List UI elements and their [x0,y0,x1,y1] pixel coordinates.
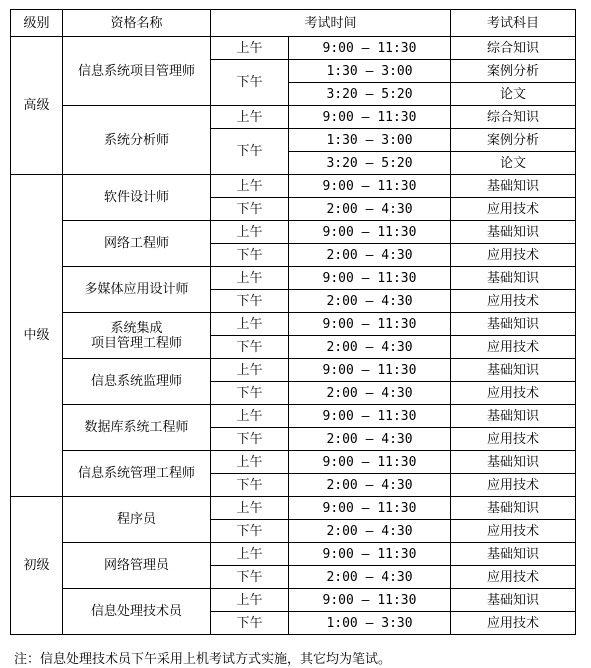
time-cell: 9:00 — 11:30 [289,497,451,520]
subject-cell: 论文 [451,83,576,106]
qualification-name-cell: 网络工程师 [63,221,211,267]
session-cell: 下午 [211,382,289,405]
subject-cell: 论文 [451,152,576,175]
session-cell: 上午 [211,313,289,336]
subject-cell: 基础知识 [451,589,576,612]
session-cell: 上午 [211,37,289,60]
session-cell: 下午 [211,60,289,106]
time-cell: 1:00 — 3:30 [289,612,451,635]
qualification-name-cell: 系统集成 项目管理工程师 [63,313,211,359]
time-cell: 9:00 — 11:30 [289,221,451,244]
qualification-name-cell: 网络管理员 [63,543,211,589]
time-cell: 2:00 — 4:30 [289,290,451,313]
time-cell: 3:20 — 5:20 [289,152,451,175]
session-cell: 上午 [211,543,289,566]
subject-cell: 应用技术 [451,474,576,497]
subject-cell: 应用技术 [451,428,576,451]
table-row [11,451,576,474]
header-level: 级别 [11,10,63,37]
session-cell: 下午 [211,244,289,267]
table-row [11,589,576,612]
session-cell: 上午 [211,589,289,612]
level-cell: 中级 [11,175,63,497]
session-cell: 下午 [211,129,289,175]
time-cell: 2:00 — 4:30 [289,520,451,543]
session-cell: 上午 [211,497,289,520]
subject-cell: 基础知识 [451,497,576,520]
time-cell: 2:00 — 4:30 [289,566,451,589]
qualification-name-cell: 信息系统项目管理师 [63,37,211,106]
qualification-name-cell: 软件设计师 [63,175,211,221]
table-row [11,221,576,244]
time-cell: 9:00 — 11:30 [289,451,451,474]
session-cell: 下午 [211,474,289,497]
session-cell: 上午 [211,221,289,244]
exam-schedule-table [10,9,576,635]
time-cell: 1:30 — 3:00 [289,60,451,83]
session-cell: 下午 [211,428,289,451]
subject-cell: 应用技术 [451,382,576,405]
session-cell: 下午 [211,336,289,359]
table-row [11,543,576,566]
table-row [11,497,576,520]
qualification-name-cell: 多媒体应用设计师 [63,267,211,313]
time-cell: 2:00 — 4:30 [289,336,451,359]
qualification-name-cell: 信息处理技术员 [63,589,211,635]
session-cell: 上午 [211,106,289,129]
time-cell: 9:00 — 11:30 [289,175,451,198]
table-row [11,359,576,382]
time-cell: 9:00 — 11:30 [289,267,451,290]
level-cell: 高级 [11,37,63,175]
session-cell: 上午 [211,451,289,474]
header-exam-subject: 考试科目 [451,10,576,37]
time-cell: 1:30 — 3:00 [289,129,451,152]
time-cell: 2:00 — 4:30 [289,474,451,497]
subject-cell: 基础知识 [451,543,576,566]
level-cell: 初级 [11,497,63,635]
table-row [11,313,576,336]
schedule-body [11,37,576,635]
time-cell: 9:00 — 11:30 [289,405,451,428]
subject-cell: 应用技术 [451,520,576,543]
time-cell: 2:00 — 4:30 [289,428,451,451]
table-row [11,267,576,290]
table-row [11,37,576,60]
header-row [11,10,576,37]
subject-cell: 应用技术 [451,612,576,635]
time-cell: 9:00 — 11:30 [289,359,451,382]
subject-cell: 基础知识 [451,359,576,382]
time-cell: 2:00 — 4:30 [289,244,451,267]
subject-cell: 基础知识 [451,405,576,428]
subject-cell: 应用技术 [451,244,576,267]
time-cell: 2:00 — 4:30 [289,382,451,405]
session-cell: 上午 [211,405,289,428]
subject-cell: 基础知识 [451,175,576,198]
time-cell: 9:00 — 11:30 [289,313,451,336]
qualification-name-cell: 系统分析师 [63,106,211,175]
qualification-name-cell: 信息系统管理工程师 [63,451,211,497]
session-cell: 上午 [211,359,289,382]
session-cell: 下午 [211,290,289,313]
table-row [11,175,576,198]
header-exam-time: 考试时间 [211,10,451,37]
session-cell: 上午 [211,175,289,198]
table-row [11,106,576,129]
session-cell: 上午 [211,267,289,290]
subject-cell: 基础知识 [451,451,576,474]
qualification-name-cell: 信息系统监理师 [63,359,211,405]
time-cell: 2:00 — 4:30 [289,198,451,221]
subject-cell: 应用技术 [451,198,576,221]
session-cell: 下午 [211,198,289,221]
qualification-name-cell: 程序员 [63,497,211,543]
subject-cell: 基础知识 [451,313,576,336]
subject-cell: 应用技术 [451,566,576,589]
time-cell: 3:20 — 5:20 [289,83,451,106]
subject-cell: 案例分析 [451,129,576,152]
subject-cell: 基础知识 [451,267,576,290]
session-cell: 下午 [211,520,289,543]
subject-cell: 应用技术 [451,290,576,313]
time-cell: 9:00 — 11:30 [289,589,451,612]
time-cell: 9:00 — 11:30 [289,543,451,566]
subject-cell: 应用技术 [451,336,576,359]
table-row [11,405,576,428]
time-cell: 9:00 — 11:30 [289,106,451,129]
header-qualification-name: 资格名称 [63,10,211,37]
subject-cell: 综合知识 [451,106,576,129]
subject-cell: 案例分析 [451,60,576,83]
footnote: 注：信息处理技术员下午采用上机考试方式实施，其它均为笔试。 [14,652,392,667]
qualification-name-cell: 数据库系统工程师 [63,405,211,451]
subject-cell: 基础知识 [451,221,576,244]
session-cell: 下午 [211,566,289,589]
subject-cell: 综合知识 [451,37,576,60]
time-cell: 9:00 — 11:30 [289,37,451,60]
session-cell: 下午 [211,612,289,635]
